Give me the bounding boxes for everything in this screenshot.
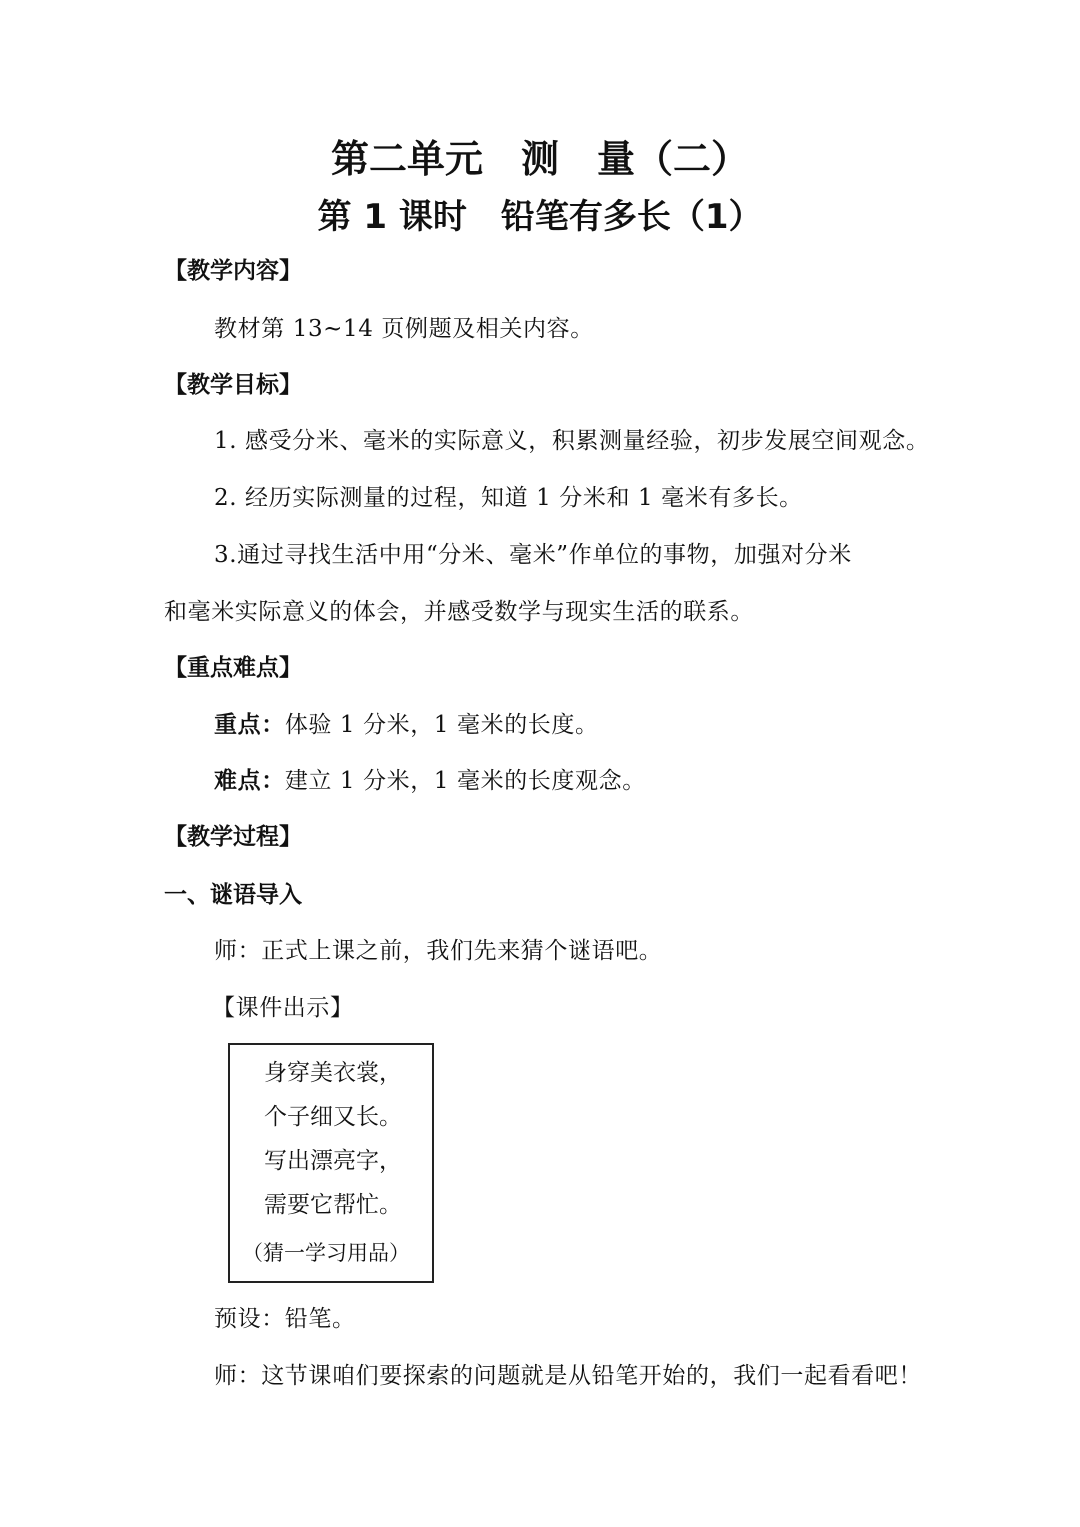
riddle-hint: （猜一学习用品） (242, 1241, 410, 1265)
riddle-line-4: 需要它帮忙。 (264, 1192, 402, 1218)
goal-item-1: 1. 感受分米、毫米的实际意义，积累测量经验，初步发展空间观念。 (214, 428, 930, 454)
courseware-label: 【课件出示】 (212, 995, 354, 1021)
goal-item-3-continued: 和毫米实际意义的体会，并感受数学与现实生活的联系。 (164, 599, 754, 625)
goal-item-3: 3.通过寻找生活中用“分米、毫米”作单位的事物，加强对分米 (214, 542, 852, 568)
difficulty-label: 难点： (214, 768, 285, 794)
unit-title: 第二单元 测 量（二） (330, 137, 749, 181)
difficulty-line (214, 770, 646, 793)
lesson-title: 第 1 课时 铅笔有多长（1） (317, 197, 763, 237)
key-point-label: 重点： (214, 712, 285, 738)
heading-key-points: 【重点难点】 (164, 655, 302, 681)
key-point-text: 体验 1 分米，1 毫米的长度。 (284, 712, 599, 738)
teacher-line-1: 师：正式上课之前，我们先来猜个谜语吧。 (214, 938, 663, 964)
riddle-line-3: 写出漂亮字， (264, 1148, 402, 1174)
teacher-line-2: 师：这节课咱们要探索的问题就是从铅笔开始的，我们一起看看吧！ (214, 1363, 922, 1389)
riddle-line-2: 个子细又长。 (264, 1104, 402, 1130)
part-1-riddle-intro: 一、谜语导入 (164, 882, 302, 908)
heading-teaching-goals: 【教学目标】 (164, 372, 302, 398)
heading-teaching-content: 【教学内容】 (164, 258, 302, 284)
key-point-line (214, 714, 599, 737)
answer-line: 预设：铅笔。 (214, 1306, 356, 1332)
heading-teaching-process: 【教学过程】 (164, 824, 302, 850)
teaching-content-text: 教材第 13~14 页例题及相关内容。 (214, 316, 594, 342)
riddle-box (228, 1043, 434, 1283)
difficulty-text: 建立 1 分米，1 毫米的长度观念。 (284, 768, 646, 794)
riddle-line-1: 身穿美衣裳， (264, 1060, 402, 1086)
goal-item-2: 2. 经历实际测量的过程，知道 1 分米和 1 毫米有多长。 (214, 485, 803, 511)
